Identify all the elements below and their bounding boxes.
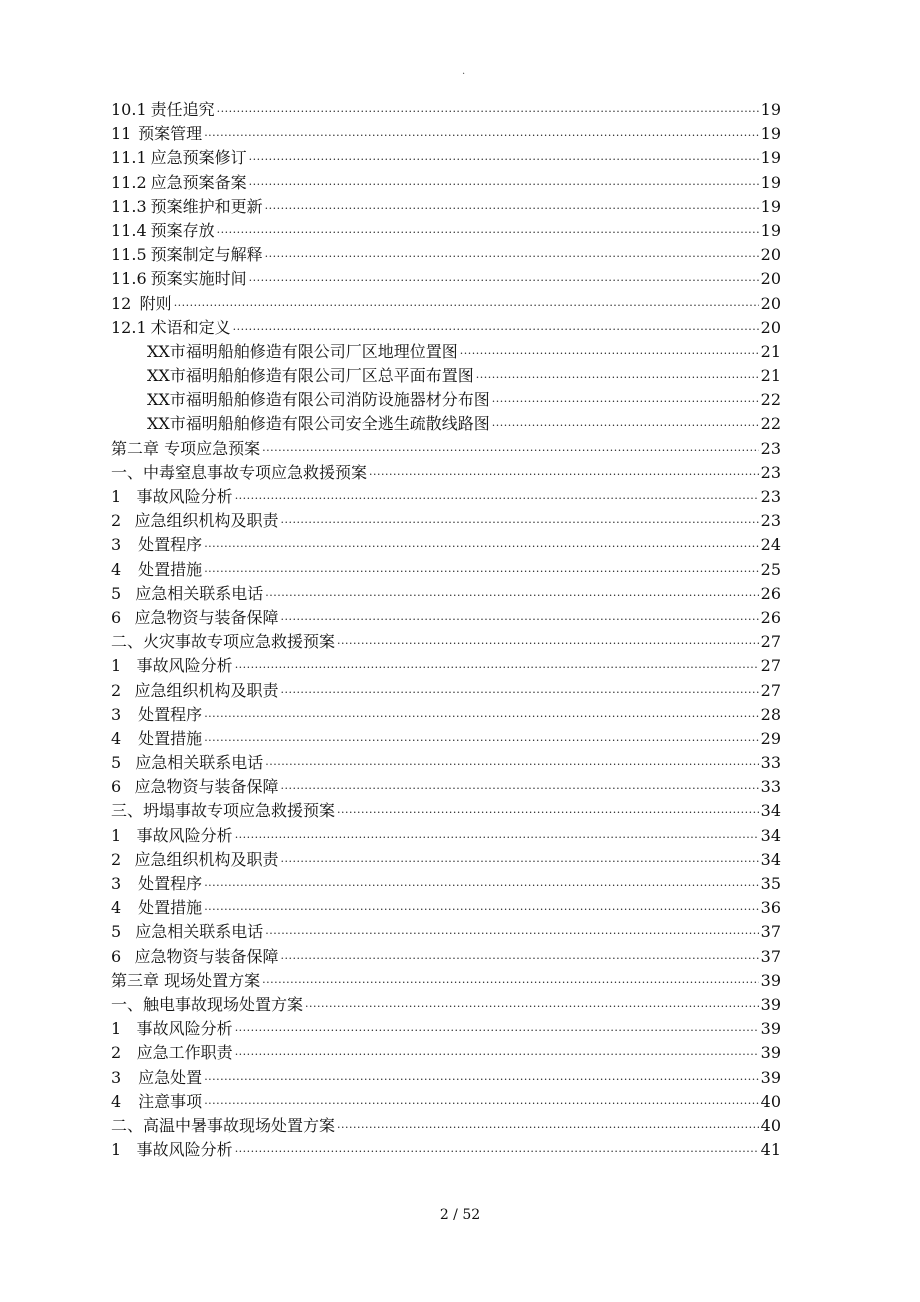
toc-entry-title: 事故风险分析 — [136, 1019, 233, 1039]
toc-entry-page: 22 — [760, 390, 781, 410]
toc-entry-number: 11 — [111, 124, 132, 144]
toc-entry-number: 2 — [111, 511, 122, 531]
toc-entry[interactable] — [111, 460, 781, 484]
dot-leader — [217, 226, 759, 239]
toc-entry[interactable] — [111, 798, 781, 822]
dot-leader — [280, 686, 758, 699]
toc-entry-title: XX市福明船舶修造有限公司厂区地理位置图 — [147, 341, 458, 361]
toc-entry[interactable] — [111, 605, 781, 629]
toc-entry-title: 二、高温中暑事故现场处置方案 — [111, 1115, 336, 1135]
toc-entry[interactable] — [111, 436, 781, 460]
dot-leader — [492, 395, 759, 408]
toc-entry[interactable] — [111, 653, 781, 677]
toc-entry-title: 事故风险分析 — [136, 825, 233, 845]
toc-entry-title: XX市福明船舶修造有限公司消防设施器材分布图 — [147, 390, 490, 410]
dot-leader — [249, 274, 759, 287]
toc-entry-title: 应急物资与装备保障 — [134, 946, 279, 966]
toc-entry-number: 2 — [111, 849, 122, 869]
dot-leader — [280, 613, 758, 626]
dot-leader — [337, 1121, 759, 1134]
toc-entry-title: 应急物资与装备保障 — [134, 607, 279, 627]
dot-leader — [262, 444, 759, 457]
dot-leader — [204, 1097, 758, 1110]
dot-leader — [305, 1000, 759, 1013]
dot-leader — [174, 299, 759, 312]
toc-entry-page: 20 — [760, 317, 781, 337]
toc-entry-page: 34 — [760, 801, 781, 821]
toc-entry[interactable] — [111, 919, 781, 943]
dot-leader — [476, 371, 759, 384]
toc-entry-page: 27 — [760, 656, 781, 676]
toc-entry-page: 41 — [760, 1140, 781, 1160]
toc-entry-page: 27 — [760, 632, 781, 652]
toc-entry-page: 20 — [760, 269, 781, 289]
toc-entry-page: 37 — [760, 946, 781, 966]
toc-entry-title: 事故风险分析 — [136, 487, 233, 506]
toc-entry-number: 12 — [111, 293, 132, 313]
toc-entry-title: 处置程序 — [138, 704, 203, 724]
toc-entry-title: 处置程序 — [138, 535, 203, 555]
toc-entry[interactable] — [111, 968, 781, 992]
toc-entry[interactable] — [111, 339, 781, 363]
toc-entry-page: 39 — [760, 1067, 781, 1087]
toc-entry-page: 19 — [760, 100, 781, 119]
toc-entry-title: 处置措施 — [138, 728, 203, 748]
toc-entry-title: 应急处置 — [138, 1067, 203, 1087]
toc-entry[interactable] — [111, 871, 781, 895]
toc-entry-title: 第二章 专项应急预案 — [111, 438, 261, 458]
toc-entry-number: 12.1 — [111, 317, 147, 337]
dot-leader — [492, 419, 759, 432]
toc-entry-number: 5 — [111, 922, 122, 942]
toc-entry-page: 33 — [760, 753, 781, 773]
toc-entry-number: 1 — [111, 656, 122, 676]
toc-entry-page: 39 — [760, 1019, 781, 1039]
toc-entry-page: 19 — [760, 220, 781, 240]
toc-entry[interactable] — [111, 387, 781, 411]
toc-entry[interactable] — [111, 1113, 781, 1137]
toc-entry[interactable] — [111, 484, 781, 508]
toc-entry[interactable] — [111, 1065, 781, 1089]
toc-entry-page: 19 — [760, 196, 781, 216]
toc-entry-page: 39 — [760, 970, 781, 990]
toc-entry[interactable] — [111, 363, 781, 387]
toc-entry[interactable] — [111, 1137, 781, 1161]
toc-entry[interactable] — [111, 702, 781, 726]
dot-leader — [204, 1073, 758, 1086]
toc-entry[interactable] — [111, 242, 781, 266]
toc-entry-title: 处置程序 — [138, 874, 203, 893]
toc-entry-page: 40 — [760, 1091, 781, 1111]
toc-entry-number: 3 — [111, 874, 122, 893]
toc-entry-title: 三、坍塌事故专项应急救援预案 — [111, 801, 336, 821]
toc-entry[interactable] — [111, 557, 781, 581]
toc-entry-page: 26 — [760, 583, 781, 603]
toc-entry-title: 二、火灾事故专项应急救援预案 — [111, 632, 336, 652]
toc-entry[interactable] — [111, 750, 781, 774]
dot-leader — [337, 806, 759, 819]
toc-entry-number: 3 — [111, 704, 122, 724]
toc-entry-page: 19 — [760, 172, 781, 192]
dot-leader — [265, 202, 759, 215]
dot-leader — [265, 927, 758, 940]
toc-entry[interactable] — [111, 266, 781, 290]
toc-entry-number: 6 — [111, 777, 122, 797]
dot-leader — [233, 323, 759, 336]
toc-entry-title: 应急工作职责 — [136, 1043, 233, 1063]
toc-entry[interactable] — [111, 1040, 781, 1064]
dot-leader — [235, 492, 759, 505]
toc-entry-number: 11.5 — [111, 245, 147, 265]
toc-entry-page: 37 — [760, 922, 781, 942]
toc-entry-title: 应急相关联系电话 — [135, 583, 264, 603]
toc-entry-title: 预案存放 — [150, 220, 215, 240]
dot-leader — [204, 734, 758, 747]
table-of-contents — [111, 97, 781, 1161]
toc-entry-number: 2 — [111, 680, 122, 700]
toc-entry[interactable] — [111, 992, 781, 1016]
toc-entry-title: 预案制定与解释 — [150, 245, 263, 265]
toc-entry-number: 11.4 — [111, 220, 147, 240]
dot-leader — [369, 468, 759, 481]
toc-entry[interactable] — [111, 726, 781, 750]
toc-entry-page: 28 — [760, 704, 781, 724]
toc-entry-number: 11.6 — [111, 269, 147, 289]
toc-entry-page: 33 — [760, 777, 781, 797]
toc-entry-number: 11.1 — [111, 148, 147, 168]
toc-entry-page: 20 — [760, 293, 781, 313]
toc-entry-title: 应急预案备案 — [150, 172, 247, 192]
dot-leader — [460, 347, 759, 360]
dot-leader — [235, 1024, 759, 1037]
toc-entry[interactable] — [111, 97, 781, 121]
toc-entry-page: 19 — [760, 148, 781, 168]
dot-leader — [217, 105, 759, 118]
toc-entry-number: 6 — [111, 946, 122, 966]
toc-entry[interactable] — [111, 1089, 781, 1113]
toc-entry-title: 一、中毒窒息事故专项应急救援预案 — [111, 462, 368, 482]
dot-leader — [204, 710, 758, 723]
toc-entry[interactable] — [111, 847, 781, 871]
toc-entry-number: 4 — [111, 898, 122, 918]
toc-entry-page: 20 — [760, 245, 781, 265]
toc-entry[interactable] — [111, 823, 781, 847]
toc-entry-page: 34 — [760, 825, 781, 845]
toc-entry-number: 4 — [111, 1091, 122, 1111]
toc-entry-title: 处置措施 — [138, 559, 203, 579]
toc-entry-page: 40 — [760, 1115, 781, 1135]
toc-entry-number: 1 — [111, 487, 122, 506]
toc-entry-page: 34 — [760, 849, 781, 869]
toc-entry-number: 6 — [111, 607, 122, 627]
toc-entry-page: 36 — [760, 898, 781, 918]
toc-entry-title: 一、触电事故现场处置方案 — [111, 994, 304, 1014]
dot-leader — [265, 250, 759, 263]
dot-leader — [204, 540, 758, 553]
dot-leader — [280, 952, 758, 965]
toc-entry-number: 3 — [111, 1067, 122, 1087]
dot-leader — [204, 879, 758, 892]
dot-leader — [235, 1145, 759, 1158]
toc-entry-number: 5 — [111, 583, 122, 603]
toc-entry-title: 应急相关联系电话 — [135, 922, 264, 942]
toc-entry-page: 21 — [760, 341, 781, 361]
toc-entry-title: 处置措施 — [138, 898, 203, 918]
toc-entry-title: 注意事项 — [138, 1091, 203, 1111]
toc-entry[interactable] — [111, 774, 781, 798]
toc-entry[interactable] — [111, 895, 781, 919]
dot-leader — [249, 153, 759, 166]
toc-entry-number: 2 — [111, 1043, 122, 1063]
dot-leader — [280, 516, 758, 529]
dot-leader — [265, 758, 758, 771]
toc-entry-title: 责任追究 — [150, 100, 215, 119]
dot-leader — [265, 589, 758, 602]
toc-entry-number: 11.2 — [111, 172, 147, 192]
toc-entry-page: 23 — [760, 487, 781, 506]
toc-entry-number: 1 — [111, 1140, 122, 1160]
page-number-footer: 2 / 52 — [439, 1207, 481, 1223]
toc-entry-page: 39 — [760, 994, 781, 1014]
toc-entry-page: 19 — [760, 124, 781, 144]
toc-entry[interactable] — [111, 291, 781, 315]
toc-entry-page: 22 — [760, 414, 781, 434]
toc-entry[interactable] — [111, 629, 781, 653]
toc-entry-page: 25 — [760, 559, 781, 579]
toc-entry-title: 应急相关联系电话 — [135, 753, 264, 773]
dot-leader — [235, 831, 759, 844]
toc-entry-number: 3 — [111, 535, 122, 555]
toc-entry-title: 第三章 现场处置方案 — [111, 970, 261, 990]
toc-entry-number: 4 — [111, 559, 122, 579]
toc-entry-page: 35 — [760, 874, 781, 893]
toc-entry-title: 事故风险分析 — [136, 1140, 233, 1160]
toc-entry-title: 应急组织机构及职责 — [134, 680, 279, 700]
toc-entry-title: 应急物资与装备保障 — [134, 777, 279, 797]
toc-entry-number: 1 — [111, 1019, 122, 1039]
dot-leader — [280, 782, 758, 795]
toc-entry-title: XX市福明船舶修造有限公司厂区总平面布置图 — [147, 366, 474, 386]
dot-leader — [337, 637, 759, 650]
toc-entry[interactable] — [111, 1016, 781, 1040]
toc-entry-title: 预案维护和更新 — [150, 196, 263, 216]
toc-entry[interactable] — [111, 508, 781, 532]
toc-entry-title: 预案实施时间 — [150, 269, 247, 289]
toc-entry-title: 附则 — [139, 293, 172, 313]
toc-entry[interactable] — [111, 145, 781, 169]
dot-leader — [235, 1048, 759, 1061]
toc-entry-number: 4 — [111, 728, 122, 748]
dot-leader — [280, 855, 758, 868]
toc-entry-number: 5 — [111, 753, 122, 773]
toc-entry-title: XX市福明船舶修造有限公司安全逃生疏散线路图 — [147, 414, 490, 434]
toc-entry[interactable] — [111, 678, 781, 702]
toc-entry-page: 21 — [760, 366, 781, 386]
toc-entry-title: 预案管理 — [138, 124, 203, 144]
toc-entry-page: 39 — [760, 1043, 781, 1063]
toc-entry[interactable] — [111, 944, 781, 968]
header-mark: . — [462, 66, 466, 77]
toc-entry[interactable] — [111, 218, 781, 242]
toc-entry-number: 1 — [111, 825, 122, 845]
toc-entry-title: 应急组织机构及职责 — [134, 511, 279, 531]
dot-leader — [204, 903, 758, 916]
dot-leader — [262, 976, 759, 989]
toc-entry-title: 术语和定义 — [150, 317, 231, 337]
toc-entry-page: 29 — [760, 728, 781, 748]
toc-entry-title: 应急组织机构及职责 — [134, 849, 279, 869]
toc-entry-title: 事故风险分析 — [136, 656, 233, 676]
dot-leader — [204, 129, 758, 142]
toc-entry[interactable] — [111, 315, 781, 339]
toc-entry-page: 24 — [760, 535, 781, 555]
dot-leader — [249, 178, 759, 191]
toc-entry-title: 应急预案修订 — [150, 148, 247, 168]
toc-entry[interactable] — [111, 581, 781, 605]
toc-entry[interactable] — [111, 194, 781, 218]
toc-entry-page: 23 — [760, 511, 781, 531]
toc-entry[interactable] — [111, 532, 781, 556]
toc-entry[interactable] — [111, 121, 781, 145]
toc-entry-number: 11.3 — [111, 196, 147, 216]
dot-leader — [204, 565, 758, 578]
toc-entry-page: 27 — [760, 680, 781, 700]
toc-entry[interactable] — [111, 411, 781, 435]
toc-entry-number: 10.1 — [111, 100, 147, 119]
dot-leader — [235, 661, 759, 674]
toc-entry-page: 23 — [760, 462, 781, 482]
toc-entry[interactable] — [111, 170, 781, 194]
toc-entry-page: 26 — [760, 607, 781, 627]
toc-entry-page: 23 — [760, 438, 781, 458]
